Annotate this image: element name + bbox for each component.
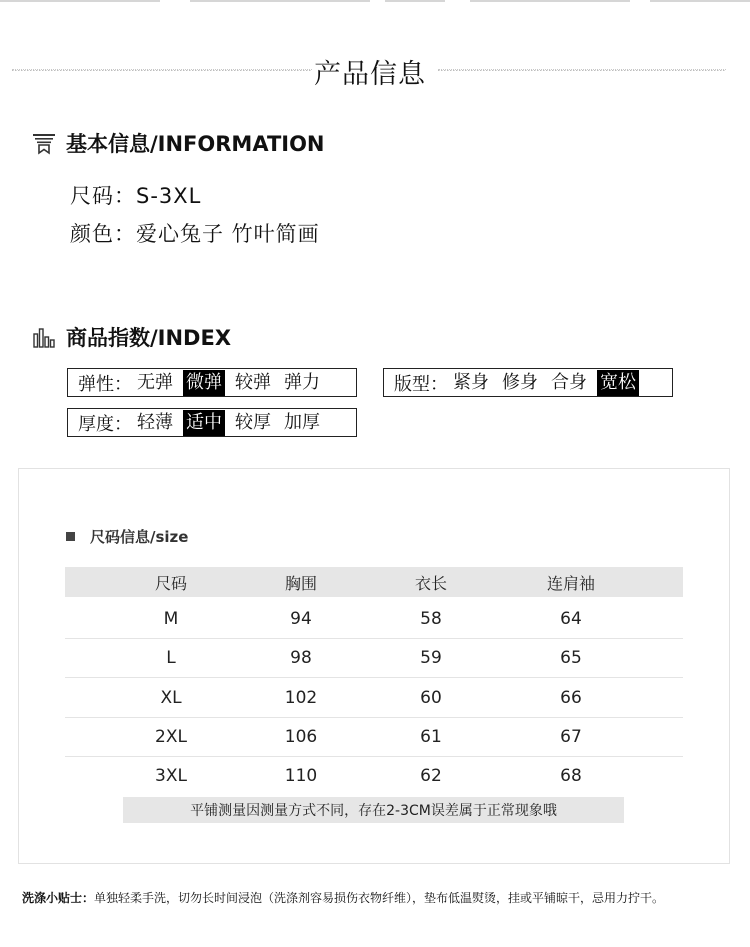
fit-label: 版型： (394, 373, 448, 395)
table-cell: 3XL (155, 766, 187, 786)
thickness-option: 轻薄 (137, 411, 173, 433)
table-row (65, 678, 683, 718)
color-line (70, 218, 320, 248)
top-divider (0, 0, 750, 6)
fit-option: 修身 (502, 371, 538, 393)
table-cell: 102 (284, 687, 318, 708)
size-table-heading (66, 526, 188, 547)
square-bullet-icon (66, 532, 75, 541)
thickness-option: 加厚 (284, 411, 320, 433)
thickness-option-selected: 适中 (183, 410, 225, 436)
table-cell: 110 (284, 766, 318, 786)
column-header: 连肩袖 (546, 573, 595, 593)
size-label: 尺码： (70, 184, 136, 208)
bar-chart-icon (32, 325, 56, 349)
elasticity-label: 弹性： (78, 373, 132, 395)
table-cell: 98 (290, 647, 312, 668)
thickness-index (67, 408, 357, 437)
table-cell: 67 (560, 726, 582, 747)
fit-option: 紧身 (453, 371, 489, 393)
elasticity-option: 弹力 (284, 371, 320, 393)
table-cell: 65 (560, 647, 582, 668)
table-cell: 68 (560, 766, 582, 786)
elasticity-option-selected: 微弹 (183, 370, 225, 396)
size-value: S-3XL (136, 184, 202, 208)
washing-tip-label: 洗涤小贴士： (22, 891, 95, 905)
elasticity-option: 较弹 (235, 371, 271, 393)
table-cell: 59 (420, 647, 442, 668)
index-heading (32, 322, 231, 352)
washing-tip (22, 889, 664, 906)
basic-info-heading (32, 128, 325, 158)
measurement-note: 平铺测量因测量方式不同，存在2-3CM误差属于正常现象哦 (123, 797, 624, 823)
table-cell: 94 (290, 608, 312, 629)
page-title: 产品信息 (314, 59, 426, 90)
elasticity-index (67, 368, 357, 397)
color-label: 颜色： (70, 222, 136, 246)
thickness-option: 较厚 (235, 411, 271, 433)
table-row (65, 638, 683, 678)
fit-option: 合身 (551, 371, 587, 393)
size-range-line (70, 180, 201, 210)
table-cell: 61 (420, 726, 442, 747)
table-cell: L (166, 647, 176, 668)
thickness-label: 厚度： (78, 413, 132, 435)
table-cell: 64 (560, 608, 582, 629)
table-cell: 58 (420, 608, 442, 629)
table-cell: 60 (420, 687, 442, 708)
fit-index (383, 368, 673, 397)
table-row (65, 599, 683, 639)
column-header: 衣长 (414, 573, 447, 593)
fit-option-selected: 宽松 (597, 370, 639, 396)
column-header: 尺码 (154, 573, 187, 593)
color-value: 爱心兔子 竹叶简画 (136, 222, 320, 246)
washing-tip-text: 单独轻柔手洗，切勿长时间浸泡（洗涤剂容易损伤衣物纤维），垫布低温熨烫，挂或平铺晾干，忌用力拧干。 (94, 891, 665, 905)
table-cell: M (163, 608, 179, 629)
table-cell: 62 (420, 766, 442, 786)
elasticity-option: 无弹 (137, 371, 173, 393)
title-divider-right (438, 69, 726, 72)
size-table-header (65, 567, 683, 597)
index-title: 商品指数/INDEX (66, 326, 232, 350)
table-row (65, 717, 683, 757)
table-cell: XL (160, 687, 182, 708)
table-row (65, 756, 683, 796)
flag-list-icon (32, 131, 56, 155)
table-cell: 2XL (155, 726, 187, 747)
title-divider-left (12, 69, 312, 72)
column-header: 胸围 (284, 573, 317, 593)
size-table-title: 尺码信息/size (90, 528, 189, 546)
table-cell: 106 (284, 726, 318, 747)
table-cell: 66 (560, 687, 582, 708)
basic-info-title: 基本信息/INFORMATION (66, 132, 325, 156)
